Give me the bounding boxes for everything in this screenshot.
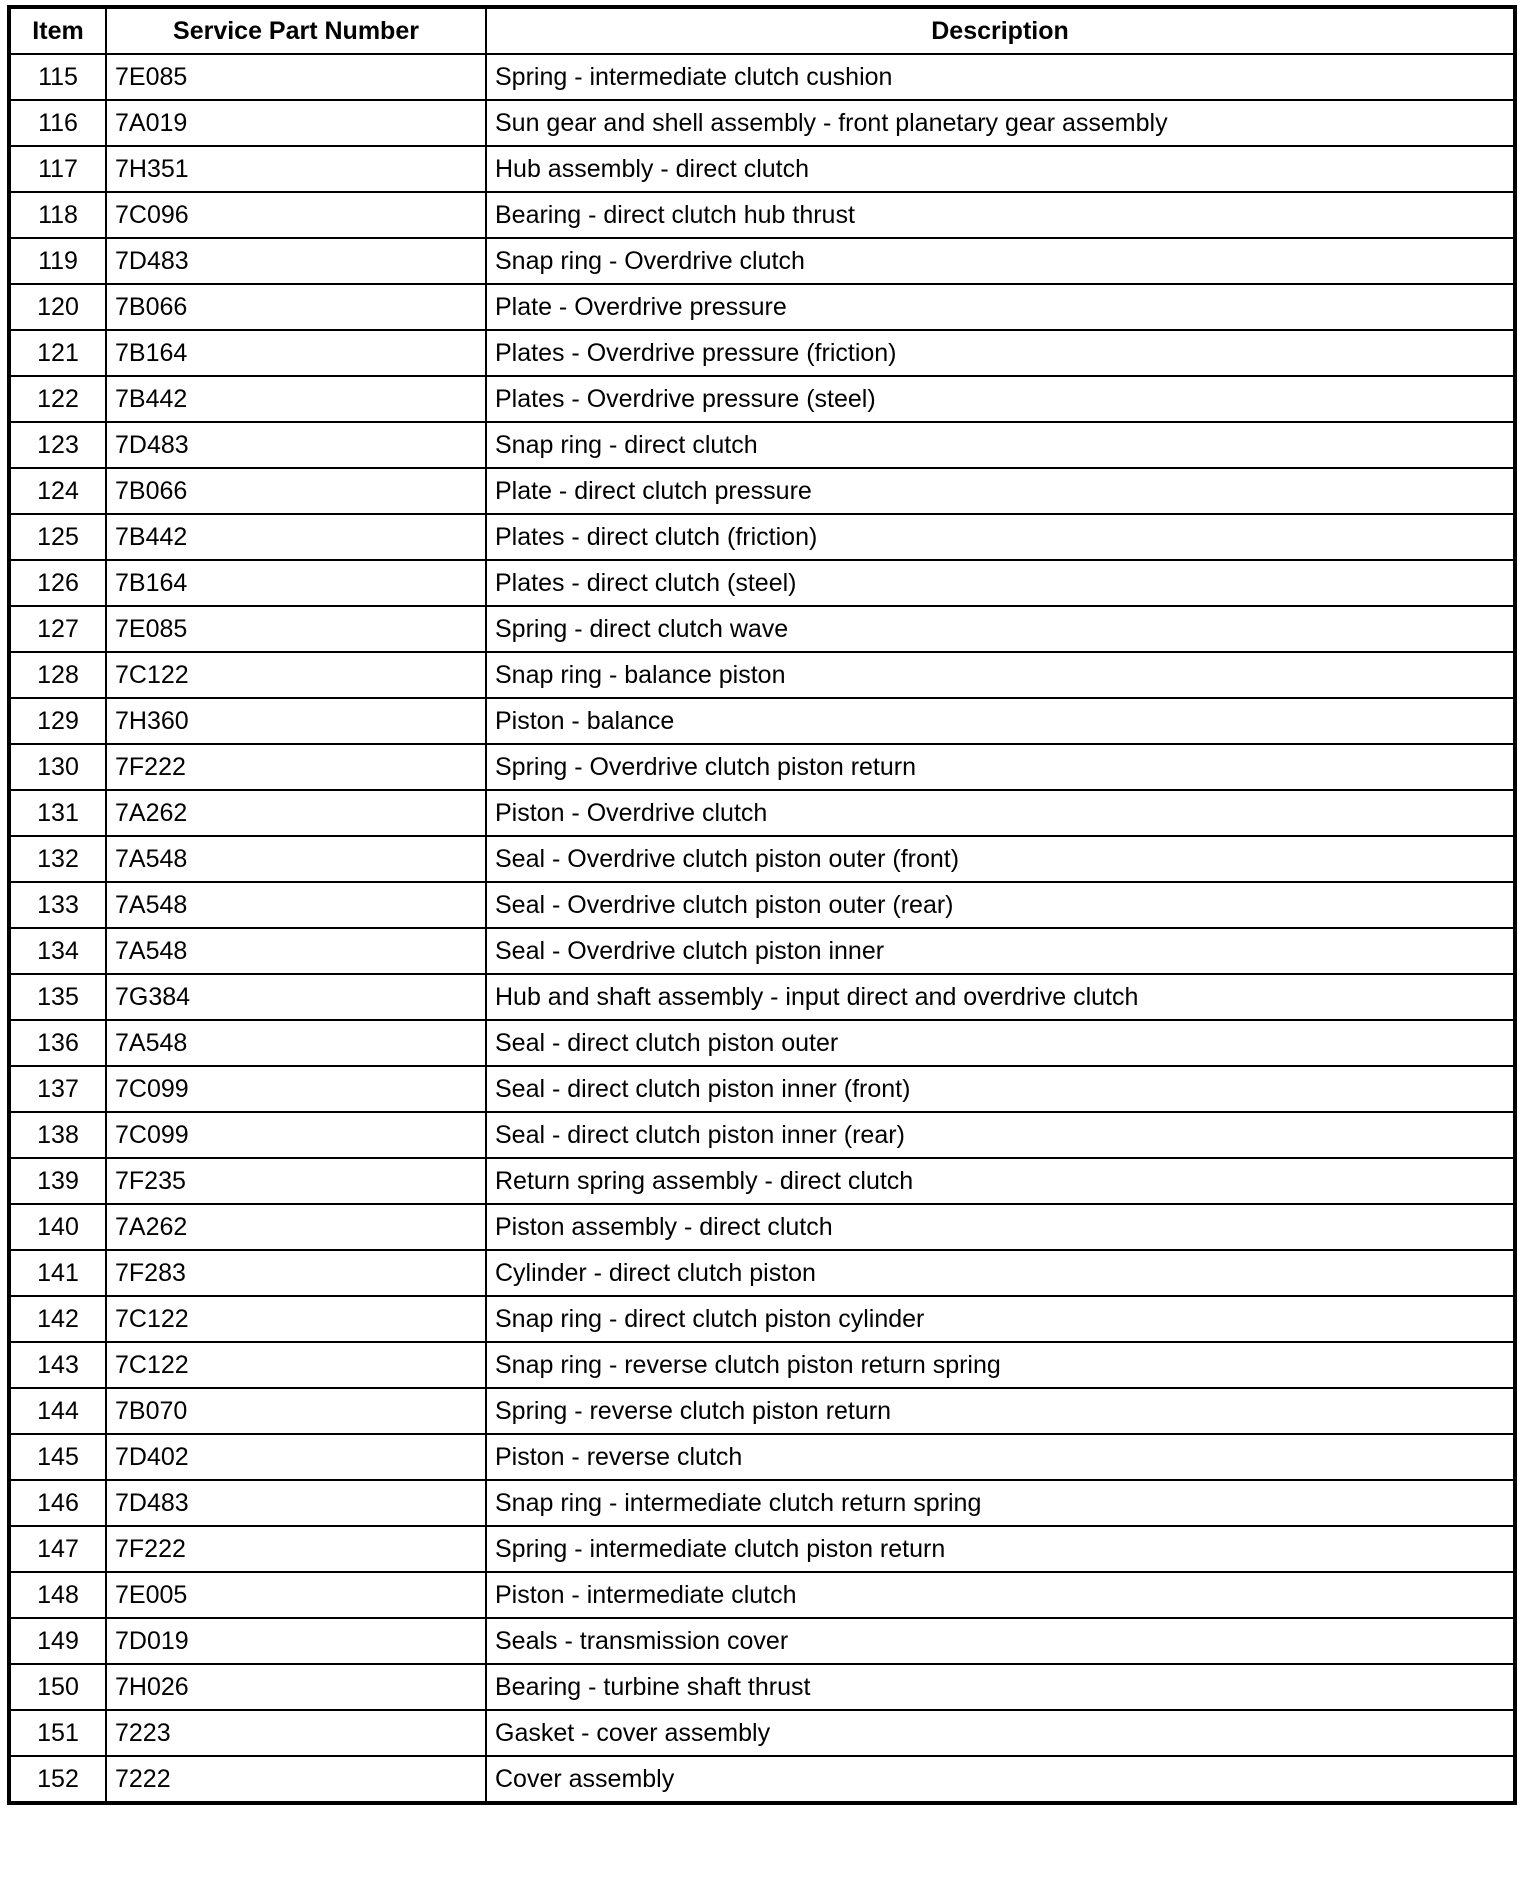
part-number-cell: 7C099 xyxy=(106,1112,486,1158)
table-row xyxy=(9,1342,1515,1388)
table-row xyxy=(9,1388,1515,1434)
header-row xyxy=(9,7,1515,54)
description-cell: Seal - direct clutch piston inner (rear) xyxy=(486,1112,1515,1158)
item-cell: 132 xyxy=(9,836,106,882)
description-cell: Return spring assembly - direct clutch xyxy=(486,1158,1515,1204)
header-description: Description xyxy=(486,7,1515,54)
part-number-cell: 7A262 xyxy=(106,1204,486,1250)
part-number-cell: 7C096 xyxy=(106,192,486,238)
part-number-cell: 7222 xyxy=(106,1756,486,1803)
description-cell: Spring - reverse clutch piston return xyxy=(486,1388,1515,1434)
item-cell: 147 xyxy=(9,1526,106,1572)
item-cell: 138 xyxy=(9,1112,106,1158)
table-row xyxy=(9,1250,1515,1296)
part-number-cell: 7C122 xyxy=(106,1342,486,1388)
description-cell: Bearing - turbine shaft thrust xyxy=(486,1664,1515,1710)
item-cell: 142 xyxy=(9,1296,106,1342)
item-cell: 117 xyxy=(9,146,106,192)
item-cell: 149 xyxy=(9,1618,106,1664)
item-cell: 151 xyxy=(9,1710,106,1756)
table-row xyxy=(9,1618,1515,1664)
part-number-cell: 7H351 xyxy=(106,146,486,192)
item-cell: 145 xyxy=(9,1434,106,1480)
description-cell: Snap ring - Overdrive clutch xyxy=(486,238,1515,284)
table-row xyxy=(9,560,1515,606)
table-row xyxy=(9,1526,1515,1572)
part-number-cell: 7H360 xyxy=(106,698,486,744)
parts-table xyxy=(7,5,1517,1805)
table-row xyxy=(9,238,1515,284)
item-cell: 141 xyxy=(9,1250,106,1296)
item-cell: 140 xyxy=(9,1204,106,1250)
part-number-cell: 7G384 xyxy=(106,974,486,1020)
part-number-cell: 7C122 xyxy=(106,652,486,698)
item-cell: 121 xyxy=(9,330,106,376)
table-row xyxy=(9,284,1515,330)
table-row xyxy=(9,1756,1515,1803)
description-cell: Plate - Overdrive pressure xyxy=(486,284,1515,330)
description-cell: Hub assembly - direct clutch xyxy=(486,146,1515,192)
description-cell: Seal - Overdrive clutch piston outer (rear) xyxy=(486,882,1515,928)
part-number-cell: 7H026 xyxy=(106,1664,486,1710)
part-number-cell: 7A548 xyxy=(106,928,486,974)
table-row xyxy=(9,1434,1515,1480)
part-number-cell: 7F222 xyxy=(106,744,486,790)
header-item: Item xyxy=(9,7,106,54)
part-number-cell: 7B442 xyxy=(106,376,486,422)
table-body xyxy=(9,54,1515,1803)
item-cell: 146 xyxy=(9,1480,106,1526)
description-cell: Spring - intermediate clutch cushion xyxy=(486,54,1515,100)
part-number-cell: 7F235 xyxy=(106,1158,486,1204)
description-cell: Piston - reverse clutch xyxy=(486,1434,1515,1480)
item-cell: 148 xyxy=(9,1572,106,1618)
table-row xyxy=(9,192,1515,238)
table-row xyxy=(9,1204,1515,1250)
item-cell: 124 xyxy=(9,468,106,514)
description-cell: Snap ring - direct clutch piston cylinder xyxy=(486,1296,1515,1342)
item-cell: 115 xyxy=(9,54,106,100)
table-row xyxy=(9,1710,1515,1756)
description-cell: Bearing - direct clutch hub thrust xyxy=(486,192,1515,238)
table-row xyxy=(9,790,1515,836)
table-row xyxy=(9,1020,1515,1066)
table-row xyxy=(9,330,1515,376)
description-cell: Snap ring - direct clutch xyxy=(486,422,1515,468)
table-row xyxy=(9,928,1515,974)
item-cell: 136 xyxy=(9,1020,106,1066)
description-cell: Snap ring - balance piston xyxy=(486,652,1515,698)
table-row xyxy=(9,974,1515,1020)
item-cell: 118 xyxy=(9,192,106,238)
item-cell: 143 xyxy=(9,1342,106,1388)
table-row xyxy=(9,1480,1515,1526)
part-number-cell: 7A019 xyxy=(106,100,486,146)
item-cell: 150 xyxy=(9,1664,106,1710)
description-cell: Piston - Overdrive clutch xyxy=(486,790,1515,836)
part-number-cell: 7A548 xyxy=(106,836,486,882)
description-cell: Plates - direct clutch (steel) xyxy=(486,560,1515,606)
description-cell: Snap ring - intermediate clutch return spring xyxy=(486,1480,1515,1526)
description-cell: Seal - direct clutch piston outer xyxy=(486,1020,1515,1066)
table-row xyxy=(9,1296,1515,1342)
part-number-cell: 7B066 xyxy=(106,284,486,330)
item-cell: 126 xyxy=(9,560,106,606)
item-cell: 133 xyxy=(9,882,106,928)
description-cell: Plates - direct clutch (friction) xyxy=(486,514,1515,560)
description-cell: Piston - intermediate clutch xyxy=(486,1572,1515,1618)
part-number-cell: 7223 xyxy=(106,1710,486,1756)
part-number-cell: 7A548 xyxy=(106,882,486,928)
table-row xyxy=(9,376,1515,422)
part-number-cell: 7A548 xyxy=(106,1020,486,1066)
table-row xyxy=(9,468,1515,514)
item-cell: 130 xyxy=(9,744,106,790)
table-row xyxy=(9,836,1515,882)
table-row xyxy=(9,54,1515,100)
description-cell: Seal - Overdrive clutch piston outer (front) xyxy=(486,836,1515,882)
part-number-cell: 7B164 xyxy=(106,330,486,376)
item-cell: 120 xyxy=(9,284,106,330)
table-row xyxy=(9,514,1515,560)
description-cell: Seal - Overdrive clutch piston inner xyxy=(486,928,1515,974)
item-cell: 129 xyxy=(9,698,106,744)
table-row xyxy=(9,882,1515,928)
item-cell: 116 xyxy=(9,100,106,146)
part-number-cell: 7E005 xyxy=(106,1572,486,1618)
part-number-cell: 7F222 xyxy=(106,1526,486,1572)
description-cell: Spring - direct clutch wave xyxy=(486,606,1515,652)
description-cell: Gasket - cover assembly xyxy=(486,1710,1515,1756)
item-cell: 144 xyxy=(9,1388,106,1434)
item-cell: 139 xyxy=(9,1158,106,1204)
item-cell: 119 xyxy=(9,238,106,284)
part-number-cell: 7B442 xyxy=(106,514,486,560)
description-cell: Sun gear and shell assembly - front planetary gear assembly xyxy=(486,100,1515,146)
table-row xyxy=(9,744,1515,790)
description-cell: Spring - Overdrive clutch piston return xyxy=(486,744,1515,790)
part-number-cell: 7A262 xyxy=(106,790,486,836)
item-cell: 122 xyxy=(9,376,106,422)
part-number-cell: 7E085 xyxy=(106,54,486,100)
part-number-cell: 7D019 xyxy=(106,1618,486,1664)
item-cell: 152 xyxy=(9,1756,106,1803)
table-row xyxy=(9,422,1515,468)
description-cell: Seal - direct clutch piston inner (front) xyxy=(486,1066,1515,1112)
description-cell: Piston - balance xyxy=(486,698,1515,744)
table-row xyxy=(9,1066,1515,1112)
part-number-cell: 7B164 xyxy=(106,560,486,606)
part-number-cell: 7B070 xyxy=(106,1388,486,1434)
item-cell: 123 xyxy=(9,422,106,468)
part-number-cell: 7C099 xyxy=(106,1066,486,1112)
table-row xyxy=(9,606,1515,652)
item-cell: 131 xyxy=(9,790,106,836)
description-cell: Spring - intermediate clutch piston return xyxy=(486,1526,1515,1572)
part-number-cell: 7F283 xyxy=(106,1250,486,1296)
description-cell: Plate - direct clutch pressure xyxy=(486,468,1515,514)
description-cell: Snap ring - reverse clutch piston return spring xyxy=(486,1342,1515,1388)
description-cell: Plates - Overdrive pressure (steel) xyxy=(486,376,1515,422)
part-number-cell: 7D483 xyxy=(106,1480,486,1526)
item-cell: 135 xyxy=(9,974,106,1020)
table-row xyxy=(9,100,1515,146)
table-row xyxy=(9,652,1515,698)
part-number-cell: 7C122 xyxy=(106,1296,486,1342)
table-row xyxy=(9,1664,1515,1710)
part-number-cell: 7D483 xyxy=(106,238,486,284)
table-row xyxy=(9,1572,1515,1618)
table-row xyxy=(9,698,1515,744)
description-cell: Seals - transmission cover xyxy=(486,1618,1515,1664)
part-number-cell: 7E085 xyxy=(106,606,486,652)
item-cell: 134 xyxy=(9,928,106,974)
table-row xyxy=(9,1112,1515,1158)
part-number-cell: 7B066 xyxy=(106,468,486,514)
item-cell: 137 xyxy=(9,1066,106,1112)
header-service-part-number: Service Part Number xyxy=(106,7,486,54)
part-number-cell: 7D402 xyxy=(106,1434,486,1480)
table-row xyxy=(9,1158,1515,1204)
item-cell: 125 xyxy=(9,514,106,560)
description-cell: Cylinder - direct clutch piston xyxy=(486,1250,1515,1296)
item-cell: 127 xyxy=(9,606,106,652)
description-cell: Cover assembly xyxy=(486,1756,1515,1803)
table-row xyxy=(9,146,1515,192)
description-cell: Piston assembly - direct clutch xyxy=(486,1204,1515,1250)
item-cell: 128 xyxy=(9,652,106,698)
description-cell: Hub and shaft assembly - input direct and overdrive clutch xyxy=(486,974,1515,1020)
part-number-cell: 7D483 xyxy=(106,422,486,468)
description-cell: Plates - Overdrive pressure (friction) xyxy=(486,330,1515,376)
